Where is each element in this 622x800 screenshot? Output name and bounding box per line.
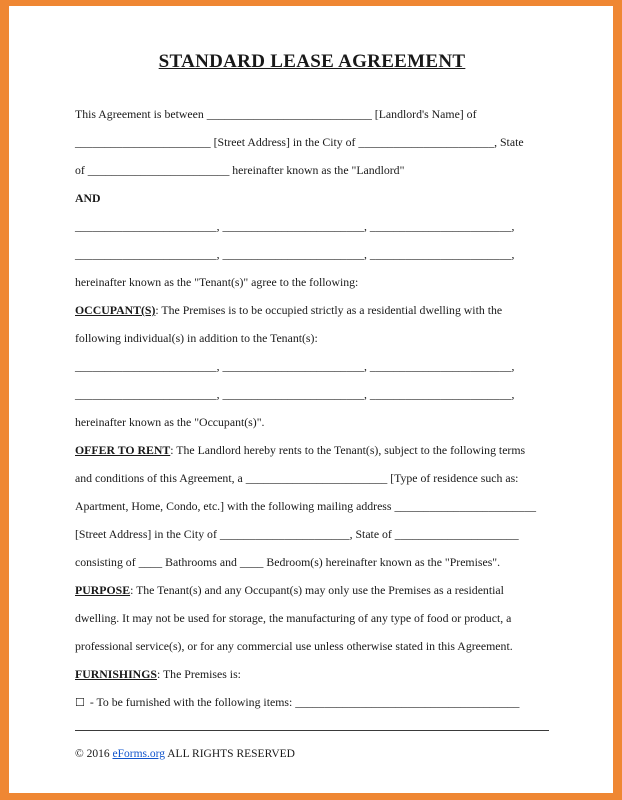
line-text: and conditions of this Agreement, a ________________________ [Type of residence such as: (75, 471, 519, 485)
tenant-blank-row: ________________________, ________________________, ________________________, (75, 247, 515, 261)
document-line (75, 296, 549, 324)
section-heading-occupants: OCCUPANT(S) (75, 303, 156, 317)
document-line (75, 576, 549, 604)
document-line (75, 520, 549, 548)
checkbox-icon: ☐ (75, 696, 85, 709)
line-text: dwelling. It may not be used for storage, the manufacturing of any type of food or product, a (75, 611, 512, 625)
line-text: _______________________ [Street Address] in the City of _______________________, State (75, 135, 524, 149)
document-line (75, 128, 549, 156)
document-line (75, 632, 549, 660)
occupant-blank-row: ________________________, ________________________, ________________________, (75, 359, 515, 373)
document-line (75, 240, 549, 268)
line-text: consisting of ____ Bathrooms and ____ Bedroom(s) hereinafter known as the "Premises". (75, 555, 501, 569)
document-line (75, 688, 549, 716)
line-text: Apartment, Home, Condo, etc.] with the following mailing address ________________________ (75, 499, 536, 513)
document-line (75, 604, 549, 632)
section-heading-furnishings: FURNISHINGS (75, 667, 157, 681)
line-text: of ________________________ hereinafter known as the "Landlord" (75, 163, 405, 177)
line-text: [Street Address] in the City of ______________________, State of _____________________ (75, 527, 519, 541)
copyright-text: © 2016 (75, 748, 113, 760)
document-line (75, 492, 549, 520)
line-text: - To be furnished with the following items: ______________________________________ (86, 695, 520, 709)
document-line (75, 100, 549, 128)
document-line (75, 408, 549, 436)
document-line (75, 156, 549, 184)
document-line (75, 268, 549, 296)
document-line (75, 324, 549, 352)
document-line (75, 464, 549, 492)
line-text: following individual(s) in addition to the Tenant(s): (75, 331, 318, 345)
line-text: : The Landlord hereby rents to the Tenant(s), subject to the following terms (170, 443, 526, 457)
document-line (75, 548, 549, 576)
line-text: : The Premises is to be occupied strictly as a residential dwelling with the (155, 303, 503, 317)
document-line (75, 436, 549, 464)
line-text: This Agreement is between ____________________________ [Landlord's Name] of (75, 107, 477, 121)
document-line (75, 660, 549, 688)
lease-agreement-document (9, 6, 613, 793)
rights-text: ALL RIGHTS RESERVED (165, 748, 295, 760)
and-connector: AND (75, 191, 101, 205)
line-text: professional service(s), or for any commercial use unless otherwise stated in this Agreement. (75, 639, 513, 653)
line-text: : The Tenant(s) and any Occupant(s) may only use the Premises as a residential (130, 583, 504, 597)
document-line (75, 352, 549, 380)
line-text: hereinafter known as the "Occupant(s)". (75, 415, 265, 429)
document-line (75, 184, 549, 212)
eforms-link[interactable]: eForms.org (112, 748, 165, 760)
footer (75, 730, 549, 766)
document-line (75, 380, 549, 408)
tenant-blank-row: ________________________, ________________________, ________________________, (75, 219, 515, 233)
document-line (75, 212, 549, 240)
line-text: hereinafter known as the "Tenant(s)" agree to the following: (75, 275, 359, 289)
section-heading-purpose: PURPOSE (75, 583, 131, 597)
line-text: : The Premises is: (156, 667, 241, 681)
occupant-blank-row: ________________________, ________________________, ________________________, (75, 387, 515, 401)
section-heading-offer-to-rent: OFFER TO RENT (75, 443, 171, 457)
page-title: STANDARD LEASE AGREEMENT (158, 51, 466, 72)
